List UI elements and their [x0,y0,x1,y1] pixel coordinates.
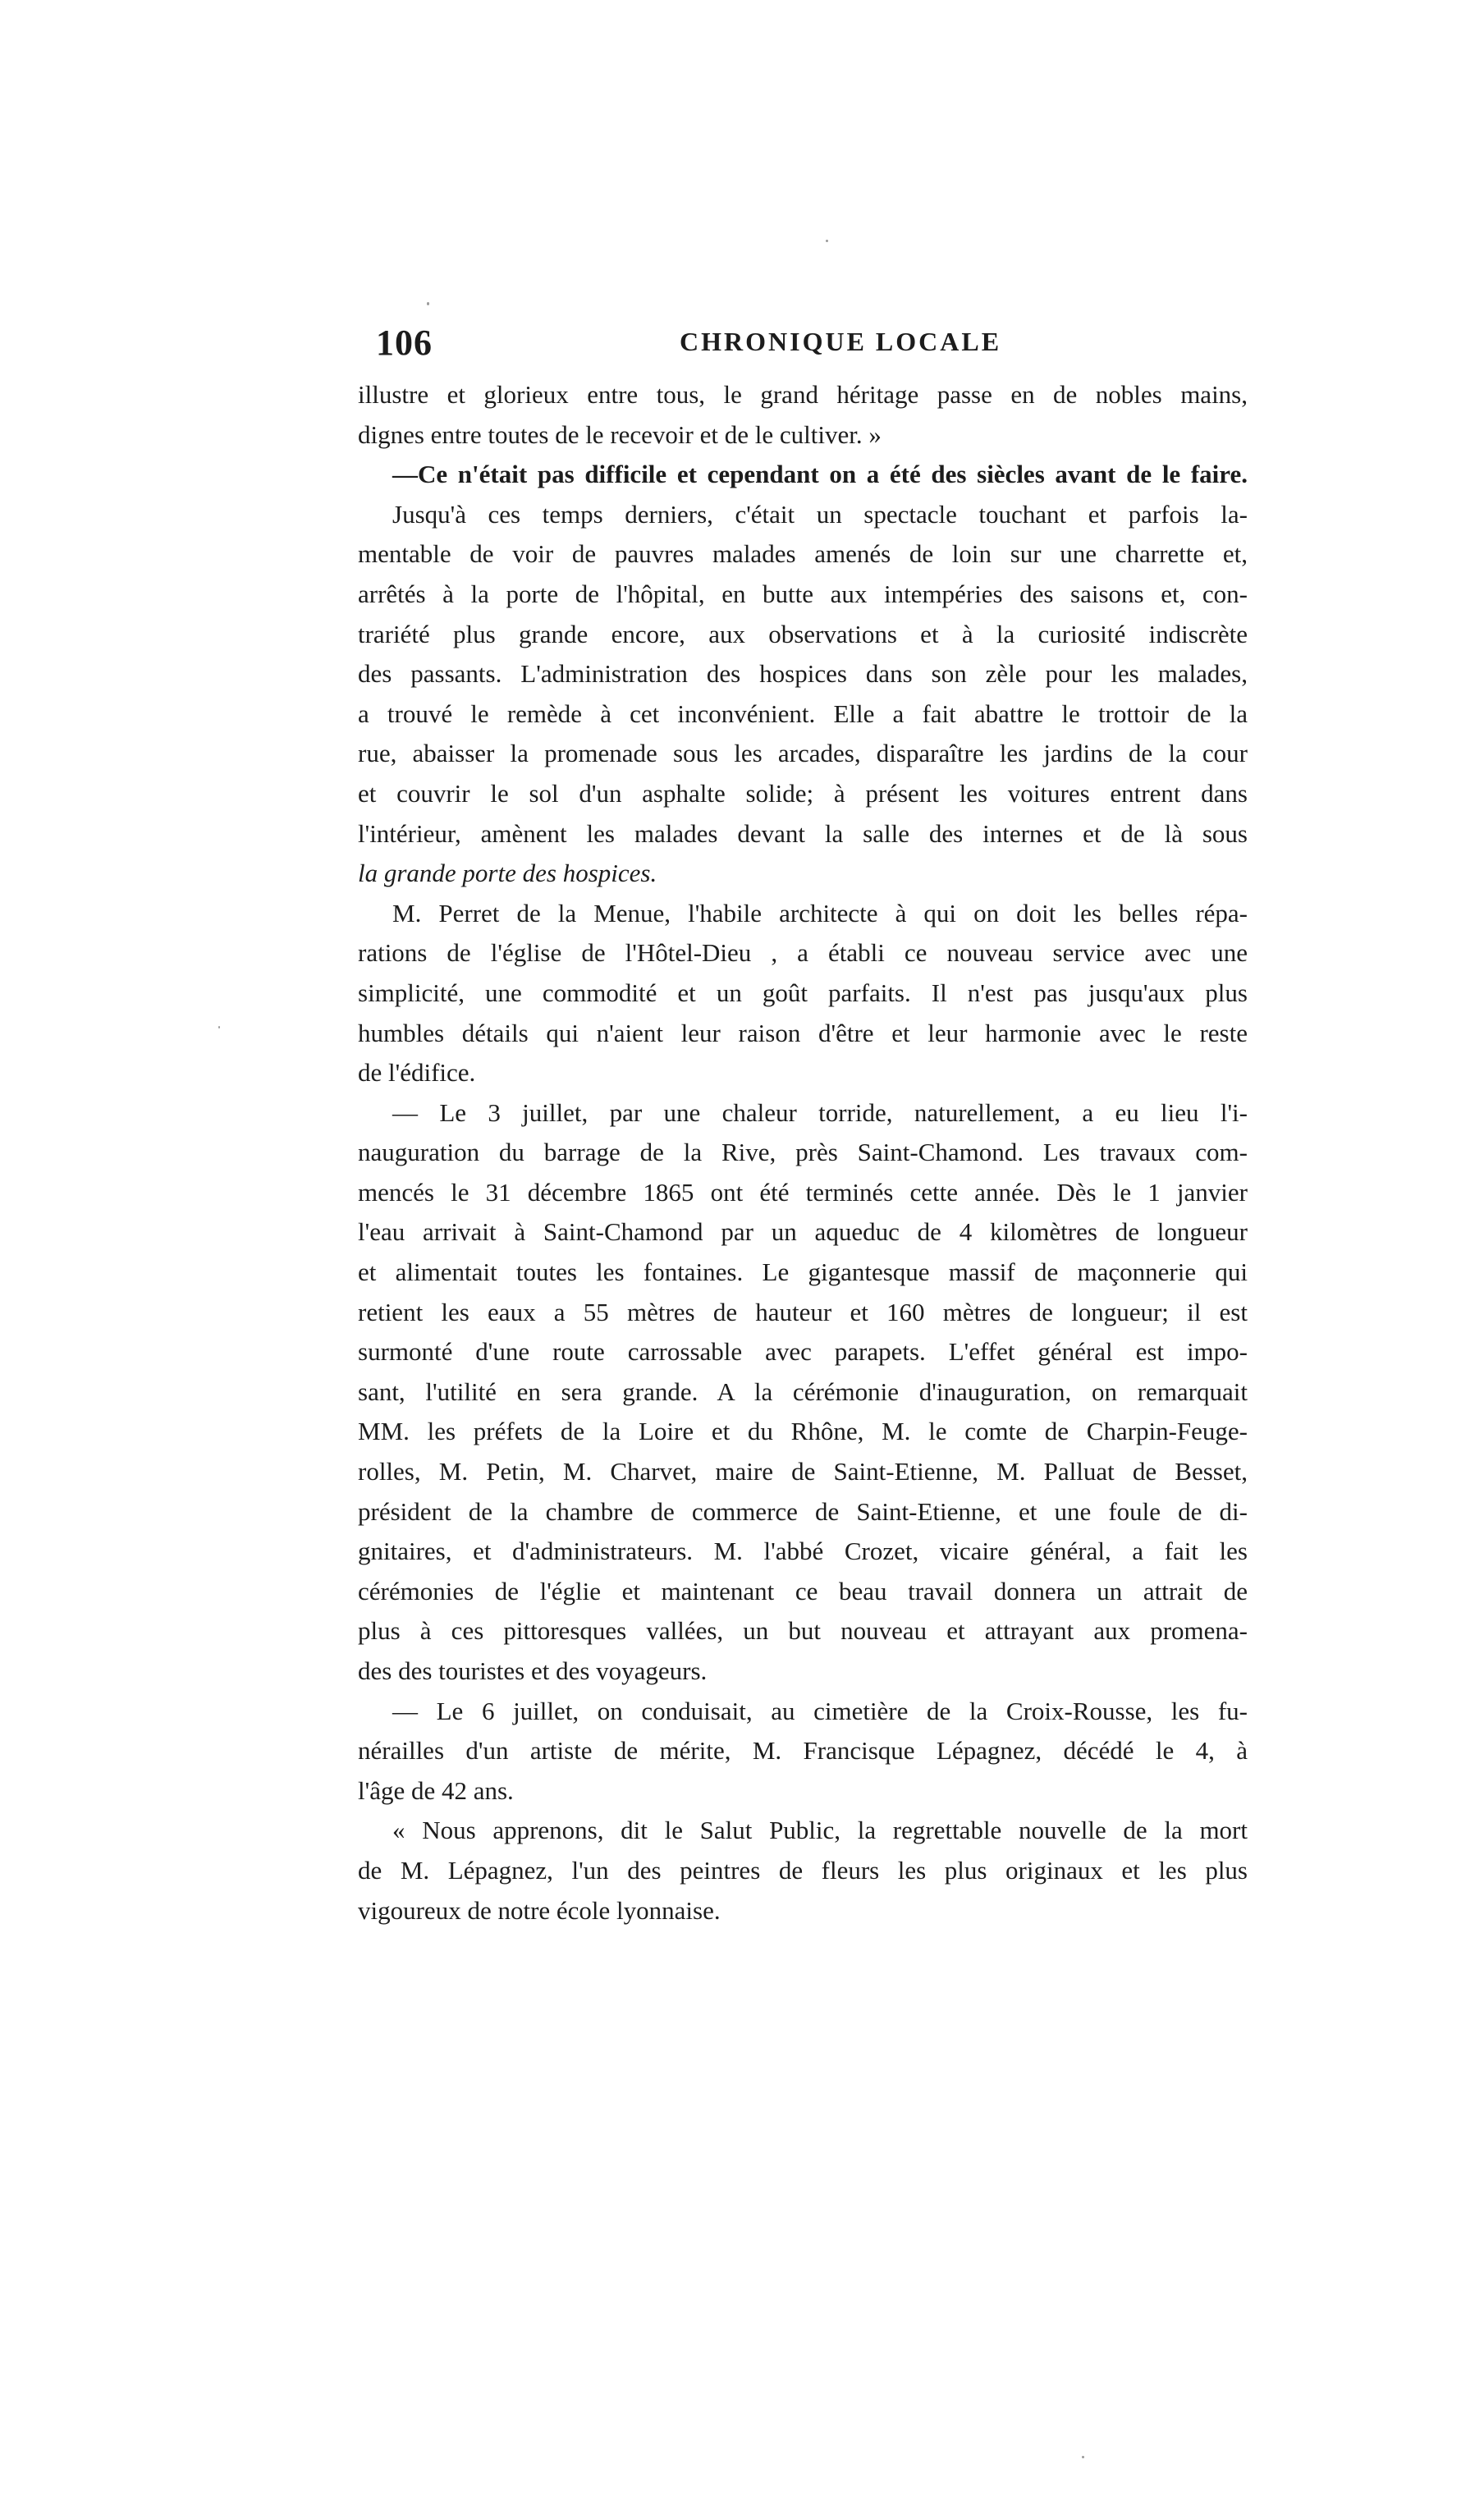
text-line: dignes entre toutes de le recevoir et de le cultiver. » [358,419,882,449]
paragraph [358,495,1248,894]
paragraph [358,1811,1248,1931]
paragraph [358,1692,1248,1812]
scan-speck [826,240,828,242]
text-line: et alimentait toutes les fontaines. Le gigantesque massif de maçonnerie qui [358,1257,1248,1287]
text-line: mentable de voir de pauvres malades amenés de loin sur une charrette et, [358,539,1248,569]
body-text [358,375,1248,1931]
text-line: rations de l'église de l'Hôtel-Dieu , a établi ce nouveau service avec une [358,938,1248,968]
text-line: nérailles d'un artiste de mérite, M. Francisque Lépagnez, décédé le 4, à [358,1736,1248,1766]
paragraph [358,894,1248,1093]
text-line: retient les eaux a 55 mètres de hauteur et 160 mètres de longueur; il est [358,1297,1248,1326]
text-line: des des touristes et des voyageurs. [358,1656,708,1685]
text-line: gnitaires, et d'administrateurs. M. l'abbé Crozet, vicaire général, a fait les [358,1537,1248,1566]
text-line: des passants. L'administration des hospices dans son zèle pour les malades, [358,659,1248,689]
text-line: humbles détails qui n'aient leur raison d'être et leur harmonie avec le reste [358,1018,1248,1047]
text-line: l'eau arrivait à Saint-Chamond par un aqueduc de 4 kilomètres de longueur [358,1217,1248,1247]
text-line: Jusqu'à ces temps derniers, c'était un spectacle touchant et parfois la- [392,499,1248,529]
scan-speck [218,1026,220,1028]
text-line: plus à ces pittoresques vallées, un but nouveau et attrayant aux promena- [358,1616,1248,1646]
text-line: illustre et glorieux entre tous, le grand héritage passe en de nobles mains, [358,380,1248,409]
text-line: mencés le 31 décembre 1865 ont été terminés cette année. Dès le 1 janvier [358,1177,1248,1207]
paragraph [358,1093,1248,1692]
text-line: — Le 3 juillet, par une chaleur torride, naturellement, a eu lieu l'i- [392,1097,1248,1127]
text-line: de M. Lépagnez, l'un des peintres de fleurs les plus originaux et les plus [358,1855,1248,1885]
text-line: —Ce n'était pas difficile et cependant on a été des siècles avant de le faire. [392,460,1248,489]
text-line: l'âge de 42 ans. [358,1775,514,1805]
page-number: 106 [376,323,433,363]
text-line: la grande porte des hospices. [358,859,657,888]
text-line: surmonté d'une route carrossable avec parapets. L'effet général est impo- [358,1337,1248,1367]
text-line: a trouvé le remède à cet inconvénient. Elle a fait abattre le trottoir de la [358,699,1248,728]
text-line: simplicité, une commodité et un goût parfaits. Il n'est pas jusqu'aux plus [358,978,1248,1007]
text-line: MM. les préfets de la Loire et du Rhône, M. le comte de Charpin-Feuge- [358,1417,1248,1446]
running-head [376,322,1262,371]
text-line: — Le 6 juillet, on conduisait, au cimetière de la Croix-Rousse, les fu- [392,1696,1248,1725]
text-line: « Nous apprenons, dit le Salut Public, la regrettable nouvelle de la mort [392,1816,1248,1845]
text-line: sant, l'utilité en sera grande. A la cérémonie d'inauguration, on remarquait [358,1376,1248,1406]
paragraph [358,375,1248,455]
text-line: nauguration du barrage de la Rive, près Saint-Chamond. Les travaux com- [358,1138,1248,1167]
text-line: vigoureux de notre école lyonnaise. [358,1895,721,1925]
text-line: et couvrir le sol d'un asphalte solide; à présent les voitures entrent dans [358,778,1248,808]
paragraph [358,455,1248,495]
scan-speck [1082,2456,1084,2458]
text-line: rue, abaisser la promenade sous les arcades, disparaître les jardins de la cour [358,739,1248,768]
scan-speck [427,302,429,305]
text-line: rolles, M. Petin, M. Charvet, maire de Saint-Etienne, M. Palluat de Besset, [358,1457,1248,1486]
text-line: cérémonies de l'églie et maintenant ce beau travail donnera un attrait de [358,1576,1248,1605]
text-line: de l'édifice. [358,1058,476,1088]
text-line: trariété plus grande encore, aux observations et à la curiosité indiscrète [358,619,1248,648]
text-line: président de la chambre de commerce de Saint-Etienne, et une foule de di- [358,1496,1248,1526]
text-line: l'intérieur, amènent les malades devant la salle des internes et de là sous [358,818,1248,848]
text-line: arrêtés à la porte de l'hôpital, en butte aux intempéries des saisons et, con- [358,579,1248,608]
text-line: M. Perret de la Menue, l'habile architecte à qui on doit les belles répa- [392,898,1248,928]
running-title: CHRONIQUE LOCALE [680,327,1002,356]
